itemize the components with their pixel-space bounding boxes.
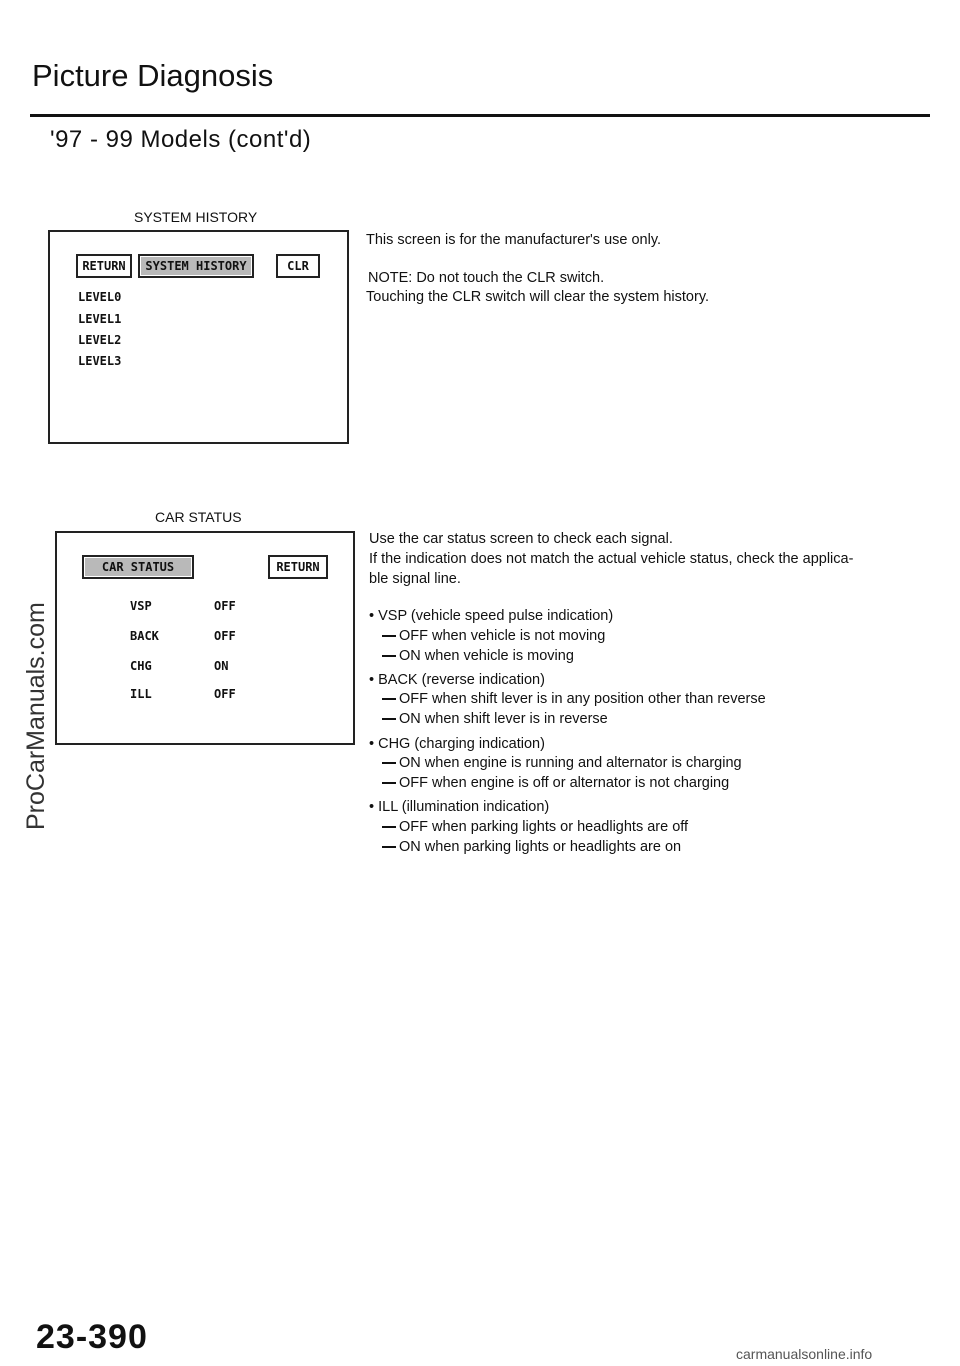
clr-warning-note: NOTE: Do not touch the CLR switch. xyxy=(368,270,605,286)
vsp-item-line: OFF when vehicle is not moving xyxy=(382,628,605,644)
dash-icon xyxy=(382,782,396,784)
return-button[interactable]: RETURN xyxy=(76,254,132,278)
status-label-ill: ILL xyxy=(130,687,152,701)
ill-item-line: ON when parking lights or headlights are on xyxy=(382,839,681,855)
clr-warning-detail: Touching the CLR switch will clear the system history. xyxy=(366,289,710,305)
car-status-intro-2: If the indication does not match the actual vehicle status, check the applica- xyxy=(369,551,854,567)
level-0: LEVEL0 xyxy=(78,290,122,304)
car-status-screen xyxy=(55,531,355,745)
side-watermark: ProCarManuals.com xyxy=(22,602,50,830)
chg-item-line: ON when engine is running and alternator is charging xyxy=(382,755,742,771)
level-1: LEVEL1 xyxy=(78,312,122,326)
car-status-intro-1: Use the car status screen to check each signal. xyxy=(369,531,673,547)
return-button[interactable]: RETURN xyxy=(268,555,328,579)
clr-button[interactable]: CLR xyxy=(276,254,320,278)
car-status-title-button[interactable]: CAR STATUS xyxy=(82,555,194,579)
system-history-title-button[interactable]: SYSTEM HISTORY xyxy=(138,254,254,278)
vsp-item-title: • VSP (vehicle speed pulse indication) xyxy=(369,608,614,624)
status-value-back: OFF xyxy=(214,629,236,643)
dash-icon xyxy=(382,655,396,657)
back-item-line: OFF when shift lever is in any position other than reverse xyxy=(382,691,766,707)
system-history-caption: SYSTEM HISTORY xyxy=(134,209,258,225)
status-label-vsp: VSP xyxy=(130,599,152,613)
chg-item-line: OFF when engine is off or alternator is not charging xyxy=(382,775,729,791)
dash-icon xyxy=(382,762,396,764)
status-value-chg: ON xyxy=(214,659,229,673)
status-value-ill: OFF xyxy=(214,687,236,701)
vsp-item-line: ON when vehicle is moving xyxy=(382,648,574,664)
status-label-back: BACK xyxy=(130,629,159,643)
system-history-screen xyxy=(48,230,349,444)
status-label-chg: CHG xyxy=(130,659,152,673)
dash-icon xyxy=(382,635,396,637)
car-status-intro-3: ble signal line. xyxy=(369,571,461,587)
car-status-caption: CAR STATUS xyxy=(155,509,242,525)
ill-item-line: OFF when parking lights or headlights are off xyxy=(382,819,688,835)
chg-item-title: • CHG (charging indication) xyxy=(369,736,545,752)
dash-icon xyxy=(382,826,396,828)
system-history-use-note: This screen is for the manufacturer's use only. xyxy=(366,232,662,248)
page-title: Picture Diagnosis xyxy=(32,58,274,93)
footer-watermark: carmanualsonline.info xyxy=(736,1346,873,1362)
status-value-vsp: OFF xyxy=(214,599,236,613)
back-item-title: • BACK (reverse indication) xyxy=(369,672,545,688)
back-item-line: ON when shift lever is in reverse xyxy=(382,711,608,727)
ill-item-title: • ILL (illumination indication) xyxy=(369,799,550,815)
section-subtitle: '97 - 99 Models (cont'd) xyxy=(50,126,312,153)
dash-icon xyxy=(382,698,396,700)
dash-icon xyxy=(382,718,396,720)
page-number: 23-390 xyxy=(36,1318,148,1356)
level-2: LEVEL2 xyxy=(78,333,122,347)
level-3: LEVEL3 xyxy=(78,354,122,368)
dash-icon xyxy=(382,846,396,848)
title-rule xyxy=(30,114,930,117)
